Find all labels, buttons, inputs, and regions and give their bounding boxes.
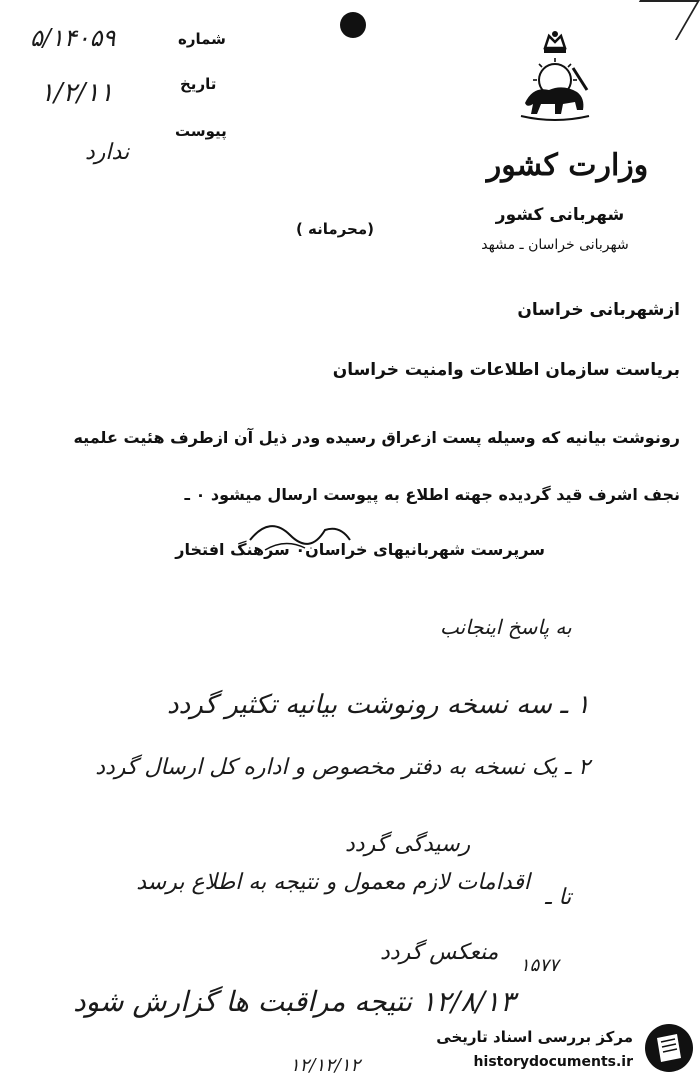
date-label: تاریخ — [180, 75, 217, 93]
handwritten-bottom-date: ۱۲/۱۲/۱۲ — [290, 1055, 361, 1076]
number-label: شماره — [178, 30, 226, 48]
handwritten-reference-number: ۱۵۷۷ — [520, 955, 559, 976]
handwritten-intro: به پاسخ اینجانب — [440, 615, 572, 639]
date-value: ۱/۲/۱۱ — [40, 78, 114, 108]
punch-hole — [340, 12, 366, 38]
handwritten-item-3-number: تا ـ — [545, 885, 572, 910]
department-title: شهربانی کشور — [495, 205, 625, 225]
handwritten-item-1: ۱ ـ سه نسخه رونوشت بیانیه تکثیر گردد — [167, 690, 590, 720]
handwritten-item-2: ۲ ـ یک نسخه به دفتر مخصوص و اداره کل ارسال گردد — [95, 755, 590, 780]
lion-and-sun-emblem — [515, 28, 595, 123]
corner-fold-mark — [617, 0, 700, 40]
letter-recipient: بریاست سازمان اطلاعات وامنیت خراسان — [332, 360, 680, 380]
number-value: ۵/۱۴۰۵۹ — [30, 24, 116, 52]
handwritten-item-2-continued: رسیدگی گردد — [345, 832, 471, 857]
watermark-title: مرکز بررسی اسناد تاریخی — [436, 1028, 633, 1046]
letter-body-line-2: نجف اشرف قید گردیده جهته اطلاع به پیوست ارسال میشود ٠ ـ — [184, 485, 680, 504]
attachment-label: پیوست — [175, 122, 227, 140]
sub-department-title: شهربانی خراسان ـ مشهد — [481, 237, 629, 253]
archive-logo-icon — [643, 1022, 695, 1074]
letter-signature: سرپرست شهربانیهای خراسان٠ سرهنگ افتخار — [175, 540, 545, 559]
archive-watermark — [410, 1018, 695, 1083]
letter-body-line-1: رونوشت بیانیه که وسیله پست ازعراق رسیده ودر ذیل آن ازطرف هئیت علمیه — [73, 428, 680, 447]
attachment-value: ندارد — [85, 140, 130, 165]
ministry-title: وزارت کشور — [486, 148, 649, 183]
letter-from: ازشهربانی خراسان — [517, 300, 680, 320]
watermark-url: historydocuments.ir — [473, 1054, 633, 1070]
classification-label: (محرمانه ) — [295, 220, 374, 238]
handwritten-footer-note: ۱۲/۸/۱۳ نتیجه مراقبت ها گزارش شود — [73, 985, 515, 1018]
handwritten-item-3: اقدامات لازم معمول و نتیجه به اطلاع برسد — [136, 870, 530, 895]
handwritten-item-3-continued: منعکس گردد — [380, 940, 499, 965]
signature-scribble — [245, 510, 355, 555]
